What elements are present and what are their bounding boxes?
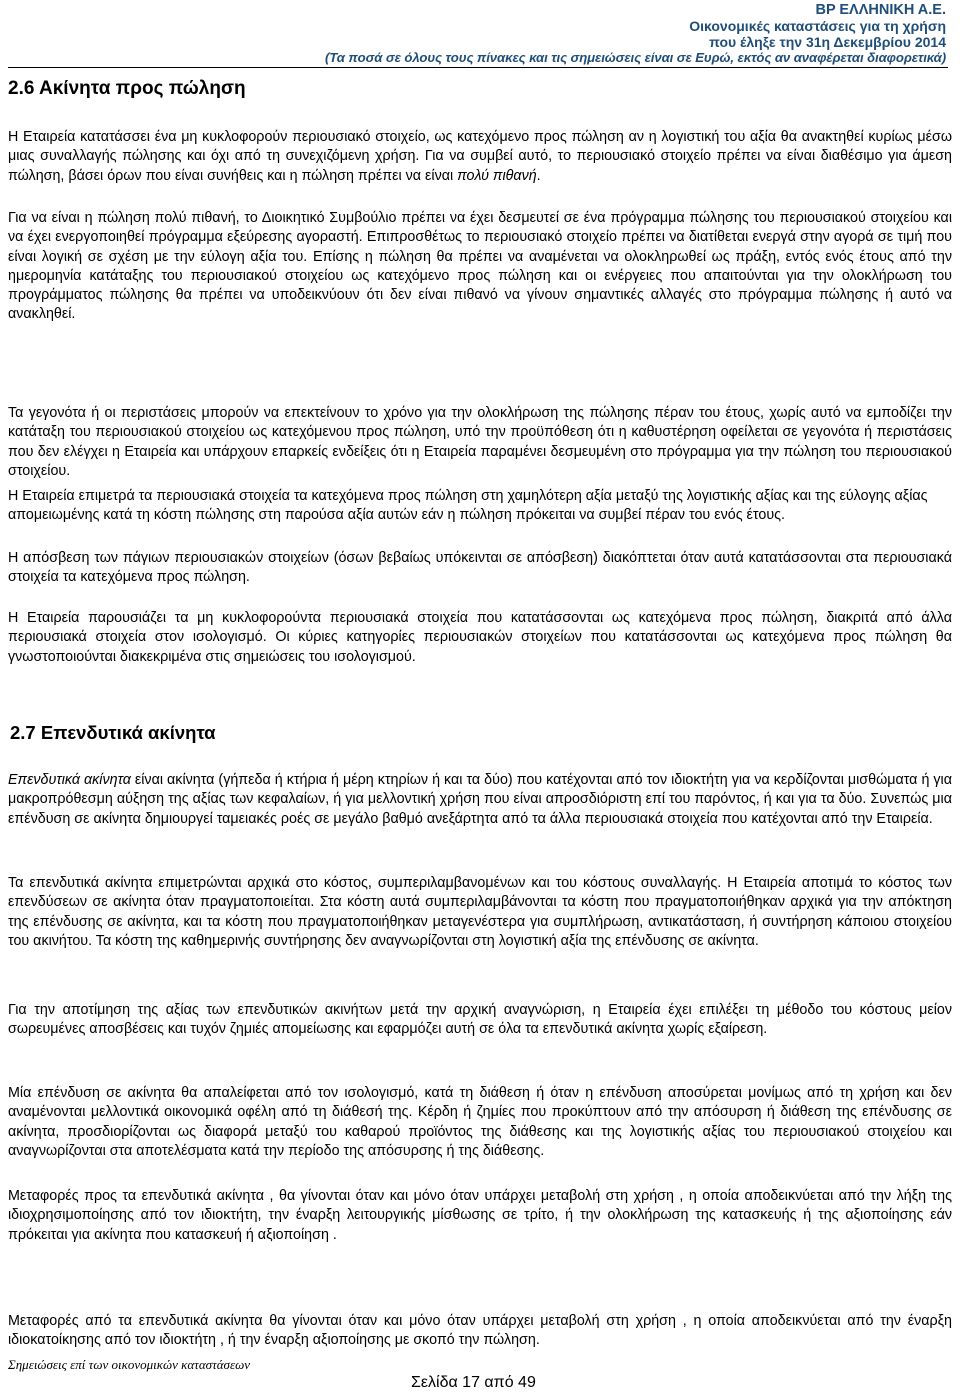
paragraph: Για την αποτίμηση της αξίας των επενδυτικών ακινήτων μετά την αρχική αναγνώριση, η Εταιρεία έχει επιλέξει τη μέθοδο του κόστους μείον σωρευμένες αποσβέσεις και τυχόν ζημιές απομείωσης και εφαρμόζει αυτή σε όλα τα επενδυτικά ακίνητα χωρίς εξαίρεση.: [8, 1002, 952, 1038]
paragraph: Τα επενδυτικά ακίνητα επιμετρώνται αρχικά στο κόστος, συμπεριλαμβανομένων και του κόστους συναλλαγής. Η Εταιρεία αποτιμά το κόστος των επενδύσεων σε ακίνητα όταν πραγματοποιείται. Στα κόστη αυτά συμπεριλαμβάνονται τα κόστη που πραγματοποιήθηκαν αρχικά για την απόκτηση της επένδυσης σε ακίνητα, και τα κόστη που πραγματοποιήθηκαν μεταγενέστερα για συμπλήρωση, αντικατάσταση, ή συντήρηση κάποιου στοιχείου του ακινήτου. Τα κόστη της καθημερινής συντήρησης δεν αναγνωρίζονται στη λογιστική αξία της επένδυσης σε ακίνητα.: [8, 875, 952, 949]
paragraph: Για να είναι η πώληση πολύ πιθανή, το Διοικητικό Συμβούλιο πρέπει να έχει δεσμευτεί σε ένα πρόγραμμα πώλησης του περιουσιακού στοιχείου και να έχει ενεργοποιηθεί πρόγραμμα εξεύρεσης αγοραστή. Επιπροσθέτως το περιουσιακό στοιχείο πρέπει να διατίθεται ενεργά στην αγορά σε τιμή που είναι λογική σε σχέση με την εύλογη αξία του. Επίσης η πώληση θα πρέπει να αναμένεται να ολοκληρωθεί ως πράξη, εντός ενός έτους από την ημερομηνία κατάταξης του περιουσιακού στοιχείου ως κατεχόμενο προς πώληση και οι ενέργειες που απαιτούνται για την ολοκλήρωση του προγράμματος πώλησης θα πρέπει να υποδεικνύουν ότι δεν είναι πιθανό να γίνουν σημαντικές αλλαγές στο πρόγραμμα πώλησης ή αυτό να ανακληθεί.: [8, 210, 952, 323]
footer-caption: Σημειώσεις επί των οικονομικών καταστάσεων: [8, 1357, 251, 1372]
paragraph: Επενδυτικά ακίνητα είναι ακίνητα (γήπεδα ή κτήρια ή μέρη κτηρίων ή και τα δύο) που κατέχονται από τον ιδιοκτήτη για να κερδίζονται μισθώματα ή για μακροπρόθεσμη αύξηση της αξίας των κεφαλαίων, ή για μελλοντική χρήση που είναι απροσδιόριστη επί του παρόντος, ή και για τα δύο. Συνεπώς μια επένδυση σε ακίνητα δημιουργεί ταμειακές ροές σε μεγάλο βαθμό ανεξάρτητα από τα άλλα περιουσιακά στοιχεία που κατέχονται από την Εταιρεία.: [8, 772, 952, 827]
statement-title: Οικονομικές καταστάσεις για τη χρήση: [689, 18, 946, 34]
paragraph: Μεταφορές προς τα επενδυτικά ακίνητα , θα γίνονται όταν και μόνο όταν υπάρχει μεταβολή στη χρήση , η οποία αποδεικνύεται από την λήξη της ιδιοχρησιμοποίησης από τον ιδιοκτήτη, την έναρξη λειτουργικής μίσθωσης σε τρίτο, ή την ολοκλήρωση της κατασκευής ή της αξιοποίησης εάν πρόκειται για ακίνητα που κατασκευή ή αξιοποίηση .: [8, 1188, 952, 1243]
paragraph: Η Εταιρεία επιμετρά τα περιουσιακά στοιχεία τα κατεχόμενα προς πώληση στη χαμηλότερη αξία μεταξύ της λογιστικής αξίας και της εύλογης αξίας απομειωμένης κατά τη κόστη πώλησης στη παρούσα αξία αυτών εάν η πώληση πρόκειται να συμβεί πέραν του ενός έτους.: [8, 488, 928, 524]
emphasis-text: πολύ πιθανή: [457, 167, 537, 184]
paragraph: Μία επένδυση σε ακίνητα θα απαλείφεται από τον ισολογισμό, κατά τη διάθεση ή όταν η επένδυση αποσύρεται μονίμως από τη χρήση και δεν αναμένονται μελλοντικά οικονομικά οφέλη από τη διάθεσή της. Κέρδη ή ζημίες που προκύπτουν από την απόσυρση ή διάθεση της επένδυσης σε ακίνητα, προσδιορίζονται ως διαφορά μεταξύ του καθαρού προϊόντος της διάθεσης και της λογιστικής αξίας του περιουσιακού στοιχείου και αναγνωρίζονται στα αποτελέσματα κατά την περίοδο της απόσυρσης ή της διάθεσης.: [8, 1085, 952, 1159]
header-divider: [8, 67, 948, 68]
section-heading-2-6: 2.6 Ακίνητα προς πώληση: [8, 78, 246, 99]
paragraph: Η Εταιρεία παρουσιάζει τα μη κυκλοφορούντα περιουσιακά στοιχεία που κατατάσσονται ως κατεχόμενα προς πώληση, διακριτά από άλλα περιουσιακά στοιχεία στον ισολογισμό. Οι κύριες κατηγορίες περιουσιακών στοιχείων που κατατάσσονται ως κατεχόμενα προς πώληση θα γνωστοποιούνται διακεκριμένα στις σημειώσεις του ισολογισμού.: [8, 610, 952, 665]
page-header: [325, 2, 946, 66]
section-heading-2-7: 2.7 Επενδυτικά ακίνητα: [10, 722, 216, 743]
paragraph: Η Εταιρεία κατατάσσει ένα μη κυκλοφορούν περιουσιακό στοιχείο, ως κατεχόμενο προς πώληση αν η λογιστική του αξία θα ανακτηθεί κυρίως μέσω μιας συναλλαγής πώλησης και όχι από τη συνεχιζόμενη χρήση. Για να συμβεί αυτό, το περιουσιακό στοιχείο πρέπει να είναι διαθέσιμο για άμεση πώληση, βάσει όρων που είναι συνήθεις και η πώληση πρέπει να είναι πολύ πιθανή.: [8, 129, 952, 184]
document-page: [8, 0, 952, 1391]
page-number: Σελίδα 17 από 49: [411, 1374, 536, 1391]
statement-period: που έληξε την 31η Δεκεμβρίου 2014: [709, 34, 946, 50]
paragraph: Μεταφορές από τα επενδυτικά ακίνητα θα γίνονται όταν και μόνο όταν υπάρχει μεταβολή στη χρήση , η οποία αποδεικνύεται από την έναρξη ιδιοκατοίκησης από τον ιδιοκτήτη , ή την έναρξη αξιοποίησης με σκοπό την πώληση.: [8, 1313, 952, 1349]
paragraph: Η απόσβεση των πάγιων περιουσιακών στοιχείων (όσων βεβαίως υπόκεινται σε απόσβεση) διακόπτεται όταν αυτά κατατάσσονται στα περιουσιακά στοιχεία τα κατεχόμενα προς πώληση.: [8, 550, 952, 586]
paragraph: Τα γεγονότα ή οι περιστάσεις μπορούν να επεκτείνουν το χρόνο για την ολοκλήρωση της πώλησης πέραν του έτους, χωρίς αυτό να εμποδίζει την κατάταξη του περιουσιακού στοιχείου ως κατεχόμενου προς πώληση, υπό την προϋπόθεση ότι η καθυστέρηση οφείλεται σε γεγονότα ή περιστάσεις που δεν ελέγχει η Εταιρεία και υπάρχουν επαρκείς ενδείξεις ότι η Εταιρεία παραμένει δεσμευμένη στο πρόγραμμα για την πώληση του περιουσιακού στοιχείου.: [8, 405, 952, 479]
company-name: BP ΕΛΛΗΝΙΚΗ Α.Ε.: [815, 2, 946, 18]
emphasis-text: Επενδυτικά ακίνητα: [8, 772, 131, 788]
currency-note: (Τα ποσά σε όλους τους πίνακες και τις σημειώσεις είναι σε Ευρώ, εκτός αν αναφέρεται διαφορετικά): [325, 50, 946, 65]
